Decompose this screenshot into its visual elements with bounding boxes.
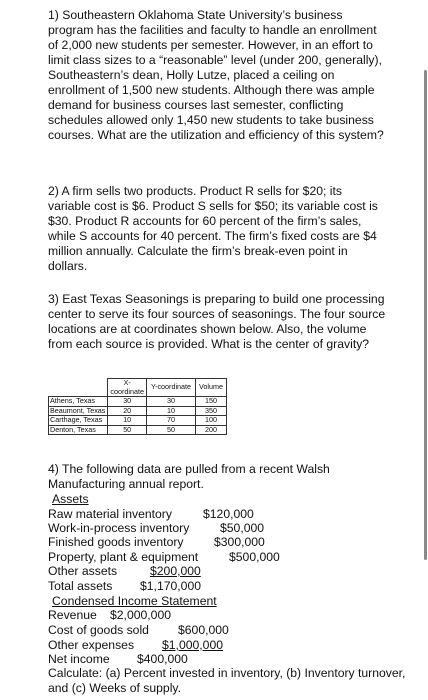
net-income-value: $400,000 [137,652,188,666]
table-cell-x: 10 [108,416,147,426]
table-header-y: Y-coordinate [146,379,195,397]
table-header-volume: Volume [195,379,226,397]
finished-goods-value: $300,000 [214,535,265,549]
table-row [49,397,227,407]
table-header-row [49,379,227,397]
table-cell-location: Athens, Texas [49,397,108,407]
table-header-blank [49,379,108,397]
total-assets-value: $1,170,000 [140,579,201,593]
table-cell-y: 10 [146,406,195,416]
raw-material-value: $120,000 [203,507,254,521]
revenue-label: Revenue [48,608,97,622]
cogs-label: Cost of goods sold [48,623,149,637]
wip-value: $50,000 [220,521,265,535]
table-cell-x: 50 [108,425,147,435]
ppe-label: Property, plant & equipment [48,550,199,564]
table-cell-volume: 100 [195,416,226,426]
finished-goods-label: Finished goods inventory [48,535,184,549]
table-cell-y: 50 [146,425,195,435]
table-cell-location: Beaumont, Texas [49,406,108,416]
scrollbar[interactable] [424,70,427,560]
table-cell-y: 30 [146,397,195,407]
table-row [49,425,227,435]
question-3: 3) East Texas Seasonings is preparing to build one processing center to serve its four sources of seasonings. The four source locations are at coordinates shown below. Also, the volume from each source is provided. What is the center of gravity? [48,292,386,351]
coordinates-table [48,378,227,435]
income-statement-heading: Condensed Income Statement [52,594,217,608]
other-assets-value: $200,000 [150,564,201,578]
other-assets-label: Other assets [48,564,118,578]
table-cell-volume: 150 [195,397,226,407]
table-cell-x: 20 [108,406,147,416]
table-cell-y: 70 [146,416,195,426]
total-assets-label: Total assets [48,579,113,593]
assets-heading: Assets [52,492,89,506]
ppe-value: $500,000 [229,550,280,564]
question-4-intro: 4) The following data are pulled from a recent Walsh Manufacturing annual report. [48,462,330,491]
other-expenses-value: $1,000,000 [162,638,223,652]
table-cell-volume: 200 [195,425,226,435]
net-income-label: Net income [48,652,110,666]
wip-label: Work-in-process inventory [48,521,190,535]
table-cell-location: Denton, Texas [49,425,108,435]
table-cell-x: 30 [108,397,147,407]
other-expenses-label: Other expenses [48,638,135,652]
revenue-value: $2,000,000 [110,608,171,622]
raw-material-label: Raw material inventory [48,507,172,521]
table-cell-location: Carthage, Texas [49,416,108,426]
question-2: 2) A firm sells two products. Product R sells for $20; its variable cost is $6. Product S sells for $50; its variable cost is $30. Product R accounts for 60 percent of the firm’s sales, while S accounts for 40 percent. The firm’s fixed costs are $4 million annually. Calculate the firm’s break-even point in dollars. [48,184,378,273]
question-1: 1) Southeastern Oklahoma State University’s business program has the facilities and faculty to handle an enrollment of 2,000 new students per semester. However, in an effort to limit class sizes to a “reasonable” level (under 200, generally), Southeastern’s dean, Holly Lutze, placed a ceiling on enrollment of 1,500 new students. Although there was ample demand for business courses last semester, conflicting schedules allowed only 1,450 new students to take business courses. What are the utilization and efficiency of this system? [48,8,384,142]
cogs-value: $600,000 [178,623,229,637]
table-header-x: X-coordinate [108,379,147,397]
table-cell-volume: 350 [195,406,226,416]
table-row [49,416,227,426]
calculate-instruction: Calculate: (a) Percent invested in inventory, (b) Inventory turnover, and (c) Weeks of supply. [48,666,406,695]
